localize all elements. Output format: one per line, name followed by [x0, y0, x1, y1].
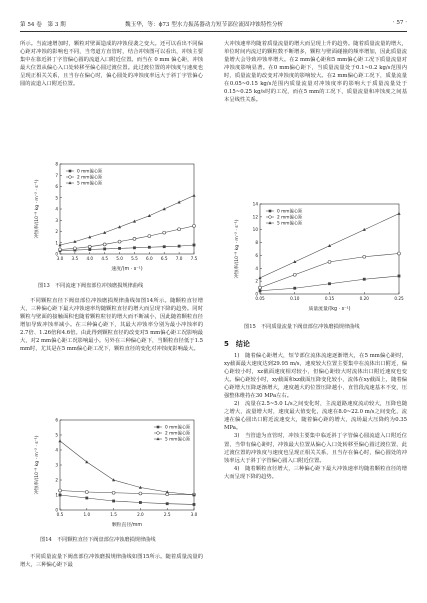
- figure-13-chart: [30, 158, 200, 276]
- y-tick-label: 7: [55, 172, 58, 178]
- conclusion-item: 3) 当管道为直管时，冲蚀主要集中临近斜丁字管偏心圆流道入口附近位置，当带有偏心距时，冲蚀最大位置从偏心入口处转移至偏心圆过渡位置，此过渡位置的冲蚀度与速度也呈现正相关关系，且当存在偏心时，偏心圆处的冲蚀率远大于斜丁字管偏心圆入口附近位置。: [224, 433, 407, 464]
- data-point: [148, 235, 151, 238]
- data-point: [85, 491, 88, 494]
- figure-14-chart: [30, 414, 200, 532]
- x-tick-label: 0.15: [324, 296, 335, 301]
- data-point: [293, 287, 296, 290]
- x-tick-label: 0.10: [290, 296, 300, 301]
- y-tick-label: 5: [55, 195, 58, 201]
- data-point: [397, 212, 400, 215]
- paragraph: 不同质量流量下阀盘部位冲蚀磨损规律曲线如图15所示。随着质量流量的增大，三种偏心距下最: [20, 554, 203, 569]
- data-point: [192, 194, 195, 197]
- x-tick-label: 0.5: [56, 512, 64, 517]
- y-tick-label: 6: [55, 184, 58, 189]
- data-point: [193, 244, 196, 247]
- y-tick-label: 3: [55, 217, 58, 223]
- data-point: [118, 247, 121, 250]
- data-point: [166, 502, 169, 505]
- data-point: [293, 273, 296, 276]
- y-tick-label: 12: [252, 214, 258, 220]
- x-tick-label: 2.0: [137, 512, 144, 517]
- legend-marker: [269, 221, 272, 224]
- x-tick-label: 4.0: [86, 256, 94, 261]
- data-point: [328, 282, 331, 285]
- y-tick-label: 3: [55, 462, 58, 468]
- x-tick-label: 6.5: [160, 256, 168, 261]
- x-tick-label: 4.5: [101, 256, 109, 261]
- left-text-bottom: [20, 553, 203, 569]
- data-point: [178, 228, 181, 231]
- data-point: [166, 493, 169, 496]
- y-tick-label: 2: [55, 229, 58, 234]
- legend-label: 5 mm偏心距: [77, 181, 103, 187]
- data-point: [88, 248, 91, 251]
- data-point: [118, 240, 121, 243]
- conclusion-item: 2) 流量在2.5~5.0 L/s之间变化时，主流道路速度流动较大，压降也随之增大，流量增大时，速度最大值变化，流速在8.0~22.0 m/s之间变化，流速在偏心圆出口附近流速变大，随着偏心距的增大，流场最大压降约为0.35 MPa。: [224, 401, 407, 432]
- y-tick-label: 8: [55, 161, 58, 167]
- data-point: [59, 489, 62, 492]
- data-point: [139, 501, 142, 504]
- figure-15-caption: 图15 不同质量流量下阀盘部位冲蚀磨损规律曲线: [244, 324, 360, 330]
- paragraph: 不同颗粒直径下阀盘部位冲蚀磨损规律曲线如图14所示。随颗粒直径增大，三种偏心距下最大冲蚀速率均随颗粒直径的增大而呈现下降的趋势。同时颗粒与壁面的接触面积也随着颗粒粒径的增大而不断减小，因此随着颗粒直径增加导致冲蚀率减小。在三种偏心距下，其最大冲蚀率分别为最小冲蚀率的2.7倍、1.26倍和4.6倍。由此得到颗粒直径的改变对5 mm偏心距工况影响最大，对2 mm偏心距工况影响最小。另外在三种偏心距下，当颗粒直径低于1.5 mm时，尤其是在5 mm偏心距工况下，颗粒直径的变化对冲蚀度影响最大。: [20, 298, 203, 353]
- section-heading: 5 结论: [224, 340, 250, 348]
- data-point: [193, 224, 196, 227]
- x-axis-label: 质量流量/(kg · s⁻¹): [308, 307, 351, 312]
- x-tick-label: 5.0: [116, 256, 123, 261]
- x-tick-label: 6.0: [145, 256, 153, 261]
- x-tick-label: 0.05: [255, 296, 265, 301]
- y-tick-label: 2: [255, 278, 258, 284]
- series-line: [60, 495, 194, 504]
- y-tick-label: 8: [255, 240, 258, 246]
- legend-label: 5 mm偏心距: [165, 437, 191, 443]
- x-tick-label: 5.5: [131, 256, 138, 261]
- x-tick-label: 0.20: [359, 296, 369, 301]
- y-tick-label: 1: [55, 492, 58, 498]
- x-tick-label: 3.5: [71, 256, 79, 261]
- legend-label: 2 mm偏心距: [165, 431, 191, 437]
- y-tick-label: 2: [55, 477, 58, 483]
- x-axis-label: 颗粒直径/mm: [111, 523, 143, 528]
- data-point: [163, 245, 166, 248]
- data-point: [328, 260, 331, 263]
- data-point: [139, 492, 142, 495]
- x-tick-label: 2.5: [163, 512, 171, 517]
- y-axis-label: 冲蚀率/(10⁻⁹ kg · m⁻² · s⁻¹): [35, 179, 40, 239]
- x-axis-label: 速度/(m · s⁻¹): [111, 267, 143, 272]
- legend-marker: [157, 437, 160, 440]
- data-point: [398, 275, 401, 278]
- paragraph: 所示。当流速增加时，颗粒对壁面造成的冲蚀侵袭之变大。还可以看出不同偏心距对冲蚀的影响也不同，当弯道方直管时，结合冲蚀图可以看出，冲蚀主要集中在靠近斜丁字管偏心圆的流道入口附近位置。而当在 0 mm 偏心距，冲蚀最大位置从偏心入口处转移至偏心圆过渡位置。此过渡位置的冲蚀度与速度也呈现正相关关系，且当存在偏心时，偏心圆处的冲蚀度率远大于斜丁字管偏心圆的流道入口附近位置。: [20, 41, 203, 88]
- y-axis-label: 冲蚀率/(10⁻⁹ kg · m⁻² · s⁻¹): [235, 219, 240, 279]
- page-number: · 57 ·: [392, 20, 407, 26]
- y-tick-label: 5: [55, 432, 58, 438]
- legend-marker: [157, 432, 160, 435]
- data-point: [85, 497, 88, 500]
- legend-marker: [157, 426, 160, 429]
- figure-14-caption: 图14 不同颗粒直径下阀盘部位冲蚀磨损规律曲线: [40, 537, 156, 543]
- x-tick-label: 1.5: [110, 512, 117, 517]
- data-point: [193, 503, 196, 506]
- data-point: [103, 248, 106, 251]
- x-tick-label: 7.5: [190, 256, 198, 261]
- data-point: [59, 248, 62, 251]
- data-point: [59, 494, 62, 497]
- legend-label: 0 mm偏心距: [77, 169, 103, 175]
- left-text-mid: [20, 297, 203, 353]
- x-tick-label: 1.0: [83, 512, 91, 517]
- data-point: [259, 289, 262, 292]
- y-tick-label: 0: [55, 251, 58, 257]
- legend-marker: [69, 176, 72, 179]
- data-point: [73, 247, 76, 250]
- figure-13-caption: 图13 不同流速下阀盘部位冲蚀磨损规律曲线: [38, 283, 144, 289]
- data-point: [88, 245, 91, 248]
- data-point: [58, 439, 61, 442]
- x-tick-label: 0.25: [394, 296, 404, 301]
- data-point: [259, 286, 262, 289]
- data-point: [133, 246, 136, 249]
- data-point: [178, 245, 181, 248]
- data-point: [363, 255, 366, 258]
- right-text-top: [224, 40, 407, 104]
- data-point: [85, 460, 88, 463]
- data-point: [112, 491, 115, 494]
- y-tick-label: 14: [252, 201, 258, 207]
- legend-marker: [269, 216, 272, 219]
- legend-label: 0 mm偏心距: [165, 425, 191, 431]
- y-tick-label: 0: [55, 507, 58, 513]
- x-tick-label: 3.0: [190, 512, 198, 517]
- y-tick-label: 6: [255, 252, 258, 258]
- legend-marker: [69, 181, 72, 184]
- data-point: [112, 500, 115, 503]
- conclusion-item: 4) 随着颗粒直径增大，三种偏心距下最大冲蚀速率均随着颗粒直径的增大而呈现下降的趋势。: [224, 465, 407, 480]
- data-point: [112, 478, 115, 481]
- legend-label: 2 mm偏心距: [77, 175, 103, 181]
- y-tick-label: 6: [55, 417, 58, 423]
- conclusion-item: 1) 随着偏心距增大，短节部位流体流速逐渐增大，在5 mm偏心距时，xy截面最大速度达到29.95 m/s，速度较大位置主要集中在流体出口附近，偏心距较小时，xz截面速度相对较小，但偏心距较大时流体出口附近速度也变大。偏心距较小时，xy截面和xz截面压降变化较小，流体在xy截面上，随着偏心距增大压降逐渐增大，速度越大的位置压降越小，直管段流速基本不变，压强整体维持在30 MPa左右。: [224, 353, 407, 400]
- series-line: [60, 226, 194, 250]
- legend-label: 2 mm偏心距: [277, 215, 303, 221]
- data-point: [363, 278, 366, 281]
- legend-label: 0 mm偏心距: [277, 209, 303, 215]
- series-line: [60, 441, 194, 495]
- data-point: [398, 252, 401, 255]
- y-tick-label: 0: [255, 291, 258, 297]
- article-running-title: 魏玉华，等：ϕ73 型水力振荡器动力短节部位流固冲蚀特性分析: [125, 22, 284, 28]
- x-tick-label: 3.0: [56, 256, 64, 261]
- data-point: [133, 237, 136, 240]
- y-tick-label: 1: [55, 240, 58, 246]
- legend-label: 5 mm偏心距: [277, 221, 303, 227]
- header-rule: [20, 31, 407, 32]
- left-text-top: [20, 40, 203, 88]
- x-tick-label: 7.0: [175, 256, 183, 261]
- y-tick-label: 4: [55, 447, 58, 453]
- data-point: [103, 243, 106, 246]
- series-line: [60, 196, 194, 246]
- data-point: [148, 246, 151, 249]
- legend-marker: [269, 210, 272, 213]
- legend-marker: [69, 170, 72, 173]
- y-axis-label: 冲蚀率/(10⁻⁹ kg · m⁻² · s⁻¹): [35, 435, 40, 495]
- conclusions-list: [224, 352, 407, 481]
- journal-volume: 第 54 卷 第 3 期: [20, 22, 66, 28]
- paragraph: 大冲蚀速率均随着质量流量的增大而呈现上升的趋势。随着质量流量的增大，单位时间内流过的颗粒数不断增多，颗粒与壁面碰撞的频率增加，因此质量流量增大会导致冲蚀率增大。在2 mm偏心距和5 mm偏心距工况下质量流量对冲蚀度影响显著。在0 mm偏心距下，当质量流量处于0.1~0.2 kg/s范围内时，质量流量的改变对冲蚀度的影响较大。在2 mm偏心距工况下，质量流量在0.05~0.15 kg/s范围内质量流量对冲蚀度率的影响大于质量流量处于0.15~0.25 kg/s时的工况，而在5 mm的工况下，质量流量和冲蚀度之间基本呈线性关系。: [224, 41, 407, 104]
- running-header: [20, 18, 407, 32]
- y-tick-label: 4: [55, 206, 58, 212]
- figure-15-chart: [230, 198, 405, 316]
- data-point: [163, 231, 166, 234]
- y-tick-label: 4: [255, 265, 258, 271]
- y-tick-label: 10: [252, 227, 258, 233]
